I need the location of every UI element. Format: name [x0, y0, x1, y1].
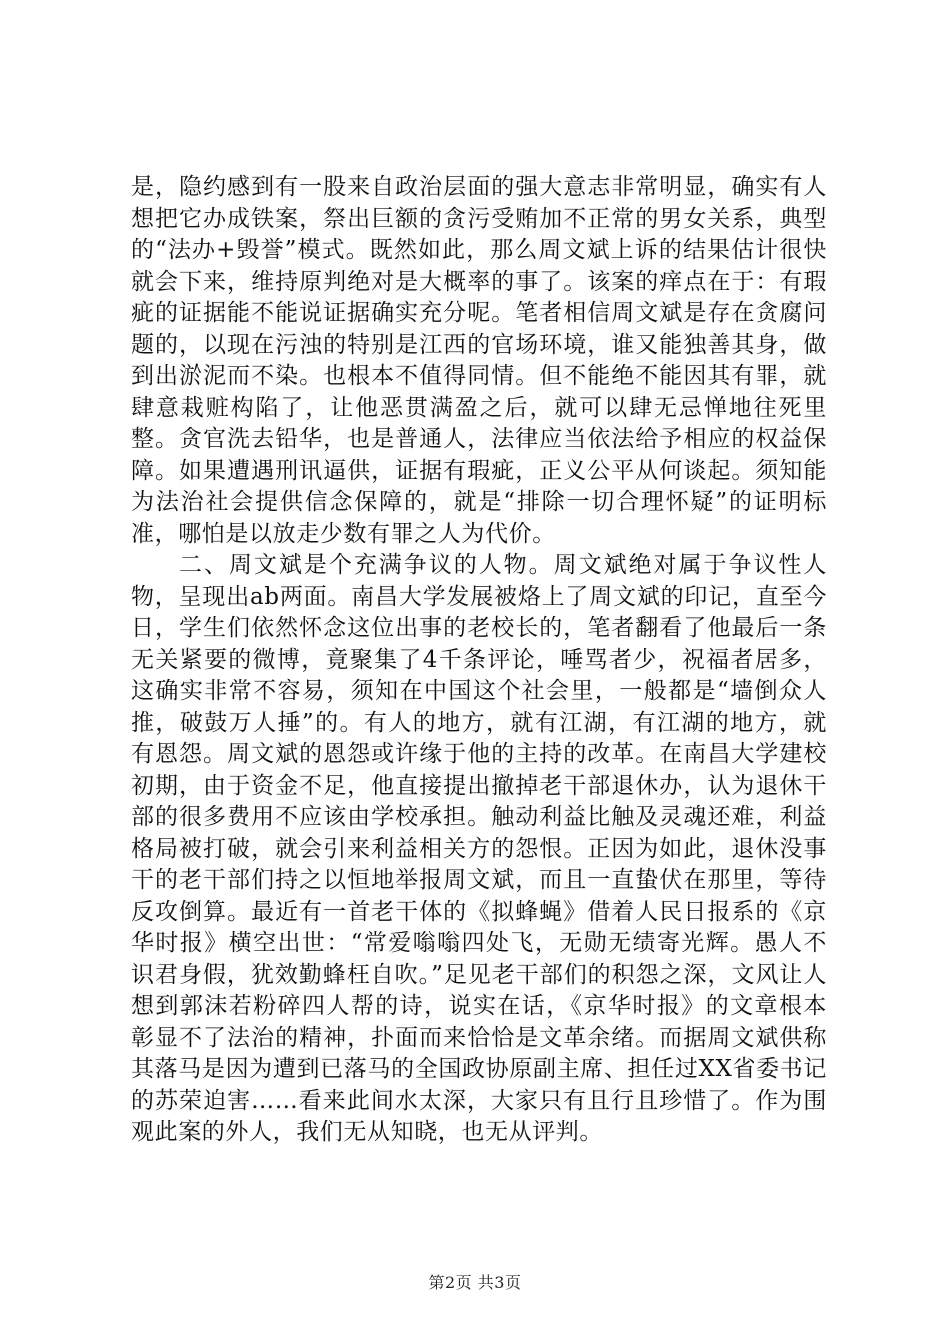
document-body	[131, 172, 827, 1149]
paragraph-section-two: 二、周文斌是个充满争议的人物。周文斌绝对属于争议性人物，呈现出ab两面。南昌大学发展被烙上了周文斌的印记，直至今日，学生们依然怀念这位出事的老校长的，笔者翻看了他最后一条无关紧要的微博，竟聚集了4千条评论，唾骂者少，祝福者居多，这确实非常不容易，须知在中国这个社会里，一般都是“墙倒众人推，破鼓万人捶”的。有人的地方，就有江湖，有江湖的地方，就有恩怨。周文斌的恩怨或许缘于他的主持的改革。在南昌大学建校初期，由于资金不足，他直接提出撤掉老干部退休办，认为退休干部的很多费用不应该由学校承担。触动利益比触及灵魂还难，利益格局被打破，就会引来利益相关方的怨恨。正因为如此，退休没事干的老干部们持之以恒地举报周文斌，而且一直蛰伏在那里，等待反攻倒算。最近有一首老干体的《拟蜂蝇》借着人民日报系的《京华时报》横空出世：“常爱嗡嗡四处飞，无勋无绩寄光辉。愚人不识君身假，犹效勤蜂枉自吹。”足见老干部们的积怨之深，文风让人想到郭沫若粉碎四人帮的诗，说实在话，《京华时报》的文章根本彰显不了法治的精神，扑面而来恰恰是文革余绪。而据周文斌供称其落马是因为遭到已落马的全国政协原副主席、担任过XX省委书记的苏荣迫害……看来此间水太深，大家只有且行且珍惜了。作为围观此案的外人，我们无从知晓，也无从评判。	[131, 552, 827, 1145]
page-footer: 第2页 共3页	[428, 1273, 522, 1292]
paragraph-continued: 是，隐约感到有一股来自政治层面的强大意志非常明显，确实有人想把它办成铁案，祭出巨额的贪污受贿加不正常的男女关系，典型的“法办+毁誉”模式。既然如此，那么周文斌上诉的结果估计很快就会下来，维持原判绝对是大概率的事了。该案的痒点在于：有瑕疵的证据能不能说证据确实充分呢。笔者相信周文斌是存在贪腐问题的，以现在污浊的特别是江西的官场环境，谁又能独善其身，做到出淤泥而不染。也根本不值得同情。但不能绝不能因其有罪，就肆意栽赃构陷了，让他恶贯满盈之后，就可以肆无忌惮地往死里整。贪官洗去铅华，也是普通人，法律应当依法给予相应的权益保障。如果遭遇刑讯逼供，证据有瑕疵，正义公平从何谈起。须知能为法治社会提供信念保障的，就是“排除一切合理怀疑”的证明标准，哪怕是以放走少数有罪之人为代价。	[131, 174, 827, 547]
